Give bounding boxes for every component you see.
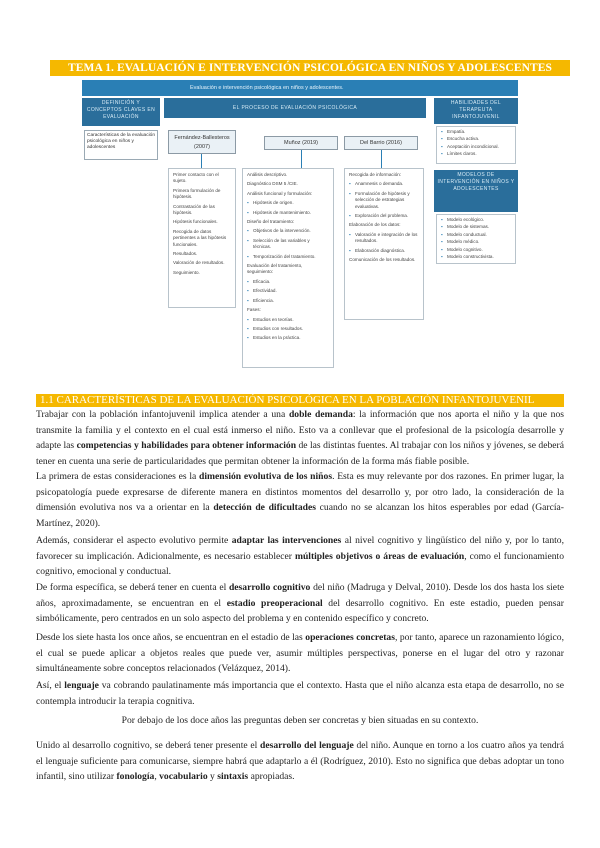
substep: ▪ Estudios en teorías. [247, 317, 329, 323]
map-column-delbarrio [344, 168, 424, 320]
substep: ▪ Hipótesis de origen. [247, 200, 329, 206]
map-process-title: EL PROCESO DE EVALUACIÓN PSICOLÓGICA [164, 98, 426, 118]
paragraph-3: Además, considerar el aspecto evolutivo permite adaptar las intervenciones al nivel cognitivo y lingüístico del niño y, por lo tanto, favorecer su implicación. Adicionalmente, es necesario establecer múltiples objetivos o áreas de evaluación, como el funcionamiento cognitivo, emocional y conductual. [36, 535, 564, 578]
map-skills-title: HABILIDADES DEL TERAPEUTA INFANTOJUVENIL [434, 98, 518, 124]
model-item: ▪ Modelo médico. [441, 239, 511, 245]
step: Primera formulación de hipótesis. [173, 187, 221, 200]
substep: ▪ Anamnesis o demanda. [349, 181, 419, 187]
step: Resultados. [173, 251, 198, 257]
substep: ▪ Formulación de hipótesis y selección de estrategias evaluativas. [349, 191, 419, 210]
model-item: ▪ Modelo de sistemas. [441, 224, 511, 230]
map-author-2: Muñoz (2019) [264, 136, 338, 150]
paragraph-5: Desde los siete hasta los once años, se encuentran en el estadio de las operaciones concretas, por tanto, aparece un razonamiento lógico, el cual se puede aplicar a objetos reales que puede ver, asumir múltiples perspectivas, ponerse en el lugar del otro y razonar simultáneamente sobre conceptos relacionados (Velázquez, 2014). [36, 632, 564, 675]
step: Evaluación del tratamiento, seguimiento: [247, 263, 303, 275]
map-models-title: MODELOS DE INTERVENCIÓN EN NIÑOS Y ADOLESCENTES [434, 170, 518, 212]
step: Fases: [247, 307, 261, 313]
map-column-fernandez [168, 168, 236, 308]
skill-item: ▪ Escucha activa. [441, 136, 511, 142]
step: Recogida de información: [349, 172, 402, 177]
step: Análisis descriptivo. [247, 172, 288, 177]
map-definition-text: Características de la evaluación psicológica en niños y adolescentes [84, 130, 158, 160]
connector-line [201, 154, 202, 168]
map-header: Evaluación e intervención psicológica en niños y adolescentes. [82, 80, 518, 96]
step: Comunicación de los resultados. [349, 257, 416, 263]
step: Recogida de datos pertinentes a las hipótesis funcionales. [173, 228, 227, 247]
concept-map [82, 80, 518, 370]
paragraph-6: Así, el lenguaje va cobrando paulatinamente más importancia que el contexto. Hasta que el niño alcanza esta etapa de desarrollo, no se contempla introducir la terapia cognitiva. [36, 680, 564, 707]
step: Diseño del tratamiento: [247, 219, 295, 225]
model-item: ▪ Modelo conductual. [441, 232, 511, 238]
substep: ▪ Selección de las variables y técnicas. [247, 238, 329, 251]
substep: ▪ Objetivos de la intervención. [247, 228, 329, 234]
substep: ▪ Temporización del tratamiento. [247, 254, 329, 260]
substep: ▪ Eficiencia. [247, 298, 329, 304]
substep: ▪ Elaboración diagnóstica. [349, 248, 419, 254]
step: Hipótesis funcionales. [173, 219, 218, 225]
paragraph-1: Trabajar con la población infantojuvenil implica atender a una doble demanda: la información que nos aporta el niño y la que nos transmite la familia y el contexto en el cual está inmerso el niño. Esto va a conllevar que el profesional de la psicología desarrolle y adapte las competencias y habilidades para obtener información de las distintas fuentes. Al trabajar con los niños y jóvenes, se deberá tener en cuenta una serie de particularidades que permitan obtener la información de la forma más fiable posible. [36, 409, 565, 467]
paragraph-8: Unido al desarrollo cognitivo, se deberá tener presente el desarrollo del lenguaje del niño. Aunque en torno a los cuatro años ya tendrá el lenguaje suficiente para comunicarse, siempre habrá que adaptarlo a él (Rodríguez, 2010). Esto no significa que debas adoptar un tono infantil, sino utilizar fonología, vocabulario y sintaxis apropiadas. [36, 740, 565, 783]
step: Análisis funcional y formulación: [247, 190, 313, 196]
substep: ▪ Valoración e integración de los resultados. [349, 232, 419, 245]
map-models-list [436, 214, 516, 264]
model-item: ▪ Modelo cognitivo. [441, 247, 511, 253]
skill-item: ▪ Aceptación incondicional. [441, 144, 511, 150]
map-skills-list [436, 126, 516, 164]
step: Valoración de resultados. [173, 260, 225, 266]
section-heading: 1.1 CARACTERÍSTICAS DE LA EVALUACIÓN PSICOLÓGICA EN LA POBLACIÓN INFANTOJUVENIL [36, 394, 564, 407]
substep: ▪ Estudios en la práctica. [247, 335, 329, 341]
map-column-munoz [242, 168, 334, 368]
connector-line [381, 150, 382, 168]
step: Elaboración de los datos: [349, 222, 401, 228]
substep: ▪ Eficacia. [247, 279, 329, 285]
paragraph-7: Por debajo de los doce años las preguntas deben ser concretas y bien situadas en su contexto. [121, 715, 479, 726]
connector-line [301, 150, 302, 168]
skill-item: ▪ Empatía. [441, 129, 511, 135]
substep: ▪ Hipótesis de mantenimiento. [247, 210, 329, 216]
substep: ▪ Exploración del problema. [349, 213, 419, 219]
step: Seguimiento. [173, 269, 200, 275]
paragraph-4: De forma específica, se deberá tener en cuenta el desarrollo cognitivo del niño (Madruga y Delval, 2010). Desde los dos hasta los siete años, aproximadamente, se encuentran en el estadio preoperacional del desarrollo cognitivo. En este estadio, pueden pensar simbólicamente, pero centrados en un solo aspecto del problema y en contenido específico y concreto. [36, 582, 564, 625]
substep: ▪ Estudios con resultados. [247, 326, 329, 332]
substep: ▪ Efectividad. [247, 288, 329, 294]
map-author-1: Fernández-Ballesteros (2007) [168, 130, 236, 154]
step: Diagnóstico DSM 5 /CIE. [247, 181, 298, 187]
skill-item: ▪ Límites claros. [441, 151, 511, 157]
step: Primer contacto con el sujeto. [173, 172, 219, 184]
model-item: ▪ Modelo constructivista. [441, 254, 511, 260]
paragraph-2: La primera de estas consideraciones es la dimensión evolutiva de los niños. Esta es muy relevante por dos razones. En primer lugar, la psicopatología puede expresarse de diferente manera en distintos momentos del desarrollo y, por otro lado, la consideración de la dimensión evolutiva nos va a orientar en la detección de dificultades cuando no se alcanzan los hitos esperables por edad (García-Martínez, 2020). [36, 471, 564, 529]
map-definition-title: DEFINICIÓN Y CONCEPTOS CLAVES EN EVALUACIÓN [82, 98, 160, 126]
document-title: TEMA 1. EVALUACIÓN E INTERVENCIÓN PSICOLÓGICA EN NIÑOS Y ADOLESCENTES [50, 60, 570, 76]
map-author-3: Del Barrio (2016) [344, 136, 418, 150]
model-item: ▪ Modelo ecológico. [441, 217, 511, 223]
step: Contrastación de las hipótesis. [173, 203, 215, 216]
